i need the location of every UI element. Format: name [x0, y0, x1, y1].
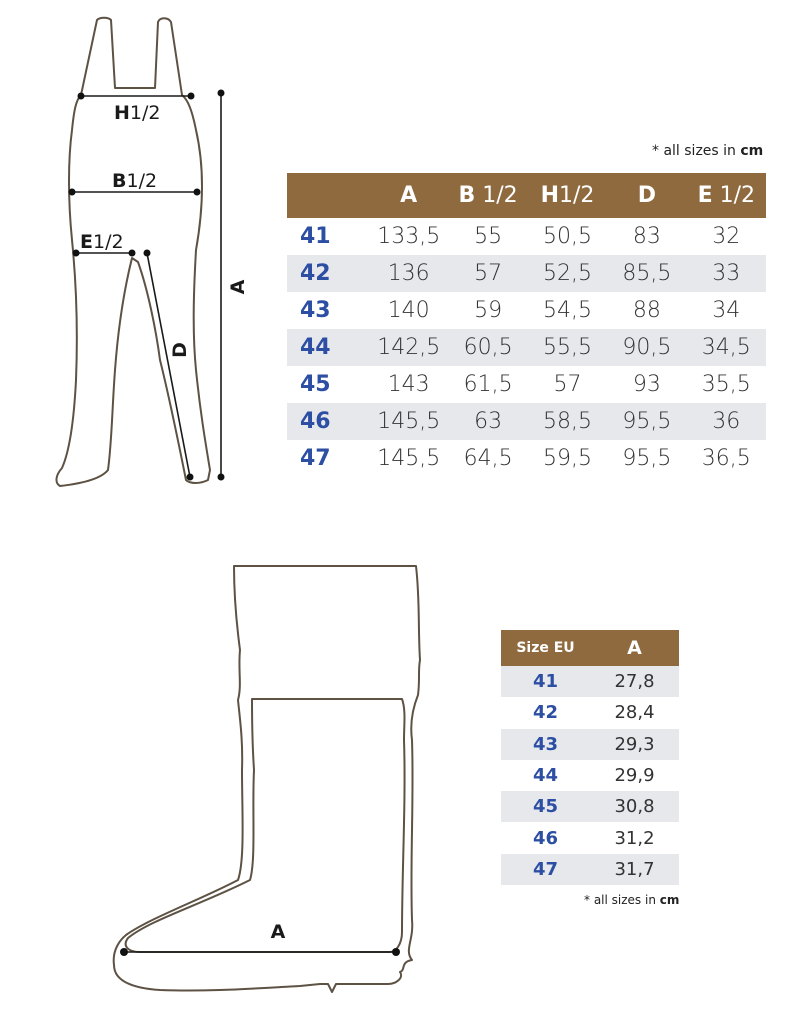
value-cell: 36 — [687, 403, 766, 440]
table-row — [501, 697, 679, 728]
header-b: B 1/2 — [448, 173, 527, 218]
table-row — [501, 729, 679, 760]
boot-a-right-point — [392, 948, 400, 956]
header-d: D — [607, 173, 686, 218]
value-cell: 95,5 — [622, 446, 672, 471]
size-cell: 44 — [287, 329, 369, 366]
size-cell: 45 — [300, 372, 331, 397]
boot-a-left-point — [120, 948, 128, 956]
boot-units-note — [584, 893, 679, 907]
value-cell: 140 — [387, 298, 430, 323]
table-row — [287, 292, 766, 329]
e-left-point — [73, 250, 80, 257]
value-cell: 57 — [448, 255, 527, 292]
value-cell: 30,8 — [590, 791, 679, 822]
value-cell: 31,2 — [614, 827, 655, 849]
value-cell: 34 — [712, 298, 741, 323]
value-cell: 35,5 — [701, 372, 751, 397]
header-h: H1/2 — [528, 173, 607, 218]
table-row — [501, 822, 679, 853]
table-row — [501, 791, 679, 822]
h-left-point — [78, 93, 85, 100]
table-row — [501, 760, 679, 791]
value-cell: 55 — [474, 224, 503, 249]
value-cell: 85,5 — [607, 255, 686, 292]
size-cell: 41 — [501, 666, 590, 697]
value-cell: 61,5 — [463, 372, 513, 397]
a-top-point — [218, 90, 225, 97]
value-cell: 143 — [387, 372, 430, 397]
value-cell: 36,5 — [701, 446, 751, 471]
a-bottom-point — [218, 474, 225, 481]
table-row — [501, 854, 679, 885]
value-cell: 95,5 — [607, 403, 686, 440]
note-prefix: * all sizes in — [652, 143, 741, 159]
value-cell: 145,5 — [369, 403, 448, 440]
wader-size-table — [287, 173, 766, 477]
boot-table-header-row — [501, 630, 679, 666]
wader-diagram — [0, 0, 280, 500]
size-cell: 43 — [501, 729, 590, 760]
value-cell: 57 — [553, 372, 582, 397]
value-cell: 52,5 — [528, 255, 607, 292]
wader-table-header-row — [287, 173, 766, 218]
header-e: E 1/2 — [687, 173, 766, 218]
value-cell: 31,7 — [590, 854, 679, 885]
header-a: A — [369, 173, 448, 218]
value-cell: 59,5 — [542, 446, 592, 471]
note-prefix: * all sizes in — [584, 893, 660, 907]
d-bottom-point — [187, 474, 194, 481]
value-cell: 93 — [632, 372, 661, 397]
boot-outer-outline — [114, 566, 420, 992]
value-cell: 83 — [632, 224, 661, 249]
value-cell: 88 — [632, 298, 661, 323]
b-right-point — [194, 189, 201, 196]
h-label: H1/2 — [114, 102, 161, 124]
d-measure-line — [147, 253, 190, 477]
value-cell: 58,5 — [528, 403, 607, 440]
size-cell: 44 — [532, 765, 559, 787]
table-row — [287, 366, 766, 403]
a-label: A — [227, 279, 249, 295]
size-cell: 46 — [532, 827, 559, 849]
table-row — [501, 666, 679, 697]
value-cell: 63 — [448, 403, 527, 440]
value-cell: 50,5 — [542, 224, 592, 249]
size-cell: 47 — [501, 854, 590, 885]
boot-size-table — [501, 630, 679, 885]
header-a: A — [590, 630, 679, 666]
value-cell: 136 — [369, 255, 448, 292]
h-right-point — [188, 93, 195, 100]
value-cell: 59 — [474, 298, 503, 323]
table-row — [287, 218, 766, 255]
table-row — [287, 255, 766, 292]
note-unit: cm — [740, 143, 764, 159]
value-cell: 29,9 — [614, 765, 655, 787]
size-cell: 41 — [300, 224, 331, 249]
value-cell: 60,5 — [448, 329, 527, 366]
d-label: D — [169, 342, 191, 358]
e-label: E1/2 — [80, 231, 124, 253]
note-unit: cm — [659, 893, 680, 907]
d-top-point — [144, 250, 151, 257]
value-cell: 90,5 — [607, 329, 686, 366]
value-cell: 33 — [687, 255, 766, 292]
value-cell: 55,5 — [528, 329, 607, 366]
value-cell: 54,5 — [542, 298, 592, 323]
size-cell: 46 — [287, 403, 369, 440]
table-row — [287, 440, 766, 477]
b-left-point — [69, 189, 76, 196]
value-cell: 32 — [712, 224, 741, 249]
size-cell: 42 — [532, 702, 559, 724]
boot-a-label: A — [270, 921, 286, 943]
table-row — [287, 329, 766, 366]
b-label: B1/2 — [112, 170, 158, 192]
size-cell: 47 — [300, 446, 331, 471]
value-cell: 34,5 — [687, 329, 766, 366]
e-right-point — [129, 250, 136, 257]
value-cell: 145,5 — [377, 446, 441, 471]
wader-units-note — [652, 143, 763, 159]
size-cell: 45 — [501, 791, 590, 822]
value-cell: 28,4 — [614, 702, 655, 724]
size-cell: 43 — [300, 298, 331, 323]
value-cell: 27,8 — [590, 666, 679, 697]
table-row — [287, 403, 766, 440]
header-size-eu: Size EU — [501, 630, 590, 666]
value-cell: 64,5 — [463, 446, 513, 471]
value-cell: 29,3 — [590, 729, 679, 760]
header-size — [287, 173, 369, 218]
size-cell: 42 — [287, 255, 369, 292]
value-cell: 133,5 — [377, 224, 441, 249]
boot-diagram — [100, 560, 540, 1020]
value-cell: 142,5 — [369, 329, 448, 366]
